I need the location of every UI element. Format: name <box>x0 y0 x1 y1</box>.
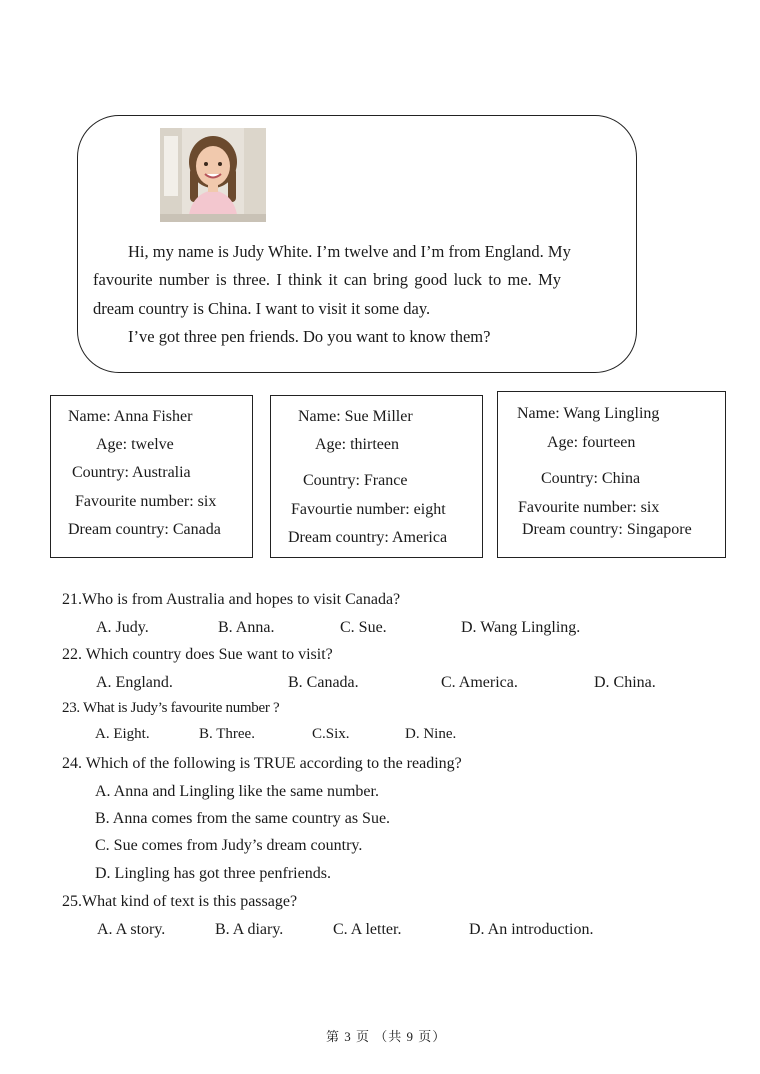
question-24-option-c: C. Sue comes from Judy’s dream country. <box>95 837 363 854</box>
intro-line-3: dream country is China. I want to visit it some day. <box>93 299 431 318</box>
question-24-option-a: A. Anna and Lingling like the same number. <box>95 783 379 800</box>
question-21-option-b: B. Anna. <box>218 619 275 636</box>
question-24-option-b: B. Anna comes from the same country as Sue. <box>95 810 391 827</box>
question-25-option-b: B. A diary. <box>215 921 284 938</box>
card-age: Age: fourteen <box>547 434 636 451</box>
card-name: Name: Sue Miller <box>298 408 413 425</box>
card-age: Age: thirteen <box>315 436 399 453</box>
question-22-option-d: D. China. <box>594 674 656 691</box>
question-25-option-c: C. A letter. <box>333 921 402 938</box>
intro-line-1: Hi, my name is Judy White. I’m twelve and I’m from England. My <box>128 242 571 261</box>
question-22-stem: 22. Which country does Sue want to visit? <box>62 646 333 663</box>
question-21-option-c: C. Sue. <box>340 619 387 636</box>
question-22-option-a: A. England. <box>96 674 173 691</box>
question-23-option-b: B. Three. <box>199 726 255 742</box>
card-dream-country: Dream country: America <box>288 529 448 546</box>
girl-photo <box>160 128 266 222</box>
question-22-option-c: C. America. <box>441 674 518 691</box>
question-23-option-a: A. Eight. <box>95 726 150 742</box>
pen-friend-card-lingling <box>497 391 726 558</box>
card-favourite-number: Favourtie number: eight <box>291 501 446 518</box>
question-24-option-d: D. Lingling has got three penfriends. <box>95 865 331 882</box>
pen-friend-card-anna <box>50 395 253 558</box>
question-25-option-d: D. An introduction. <box>469 921 594 938</box>
question-22-option-b: B. Canada. <box>288 674 359 691</box>
card-favourite-number: Favourite number: six <box>75 493 217 510</box>
question-21-option-a: A. Judy. <box>96 619 149 636</box>
intro-line-2: favourite number is three. I think it can bring good luck to me. My <box>93 270 562 289</box>
card-country: Country: Australia <box>72 464 191 481</box>
girl-portrait-image <box>160 128 266 222</box>
card-name: Name: Wang Lingling <box>517 405 660 422</box>
intro-line-4: I’ve got three pen friends. Do you want to know them? <box>128 327 491 346</box>
card-name: Name: Anna Fisher <box>68 408 193 425</box>
question-23-stem: 23. What is Judy’s favourite number ? <box>62 700 280 716</box>
card-country: Country: China <box>541 470 641 487</box>
question-21-stem: 21.Who is from Australia and hopes to visit Canada? <box>62 591 401 608</box>
question-23-option-c: C.Six. <box>312 726 350 742</box>
card-favourite-number: Favourite number: six <box>518 499 660 516</box>
question-21-option-d: D. Wang Lingling. <box>461 619 581 636</box>
page-number: 第 3 页 （共 9 页） <box>326 1029 447 1044</box>
card-dream-country: Dream country: Canada <box>68 521 221 538</box>
question-23-option-d: D. Nine. <box>405 726 457 742</box>
question-25-option-a: A. A story. <box>97 921 166 938</box>
card-dream-country: Dream country: Singapore <box>522 521 692 538</box>
card-country: Country: France <box>303 472 408 489</box>
card-age: Age: twelve <box>96 436 174 453</box>
question-24-stem: 24. Which of the following is TRUE according to the reading? <box>62 755 462 772</box>
pen-friend-card-sue <box>270 395 483 558</box>
question-25-stem: 25.What kind of text is this passage? <box>62 893 298 910</box>
